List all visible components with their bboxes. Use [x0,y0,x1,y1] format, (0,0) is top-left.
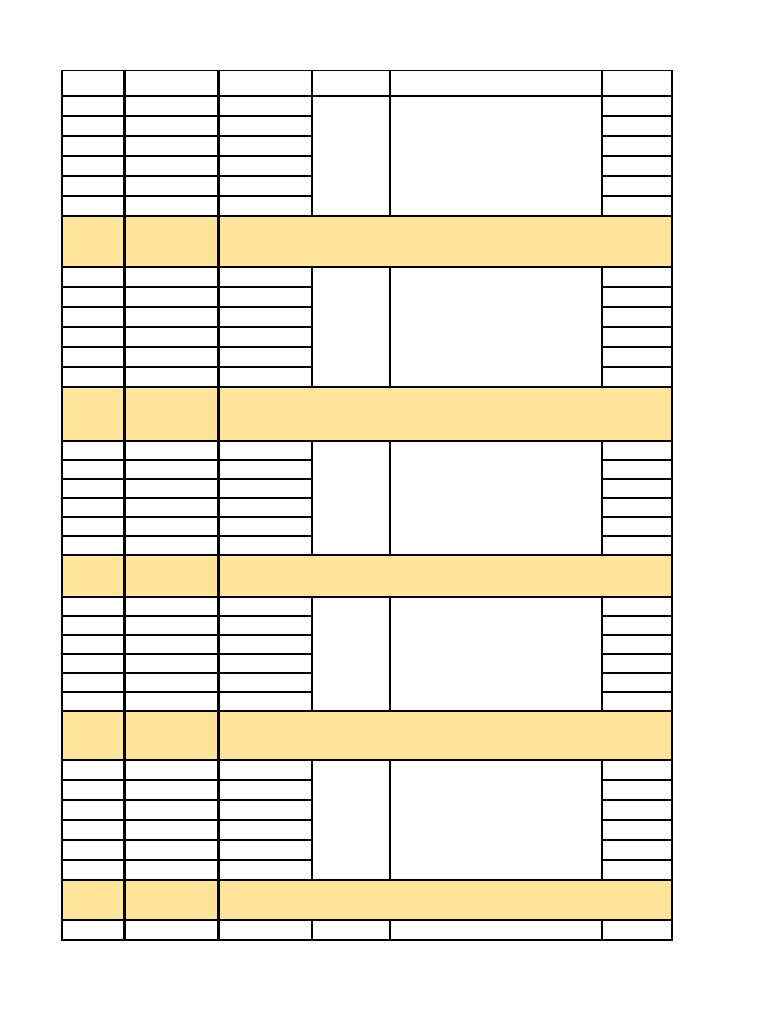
grid-line [602,759,672,761]
row-date [124,498,218,517]
mock-test-number [602,136,672,156]
grid-line [312,710,602,712]
row-day [218,460,312,479]
mock-test-number [602,800,672,820]
grid-line [602,691,672,693]
grid-line [62,306,312,308]
row-day [218,880,312,920]
grid-line [389,70,391,216]
grid-line [389,760,391,880]
grid-line [312,266,602,268]
mock-test-number [602,441,672,460]
grid-line [602,497,672,499]
webinar-note [312,880,672,920]
mock-test-number [602,307,672,327]
grid-line [602,779,672,781]
row-date [124,136,218,156]
grid-line [602,215,672,217]
row-date [124,96,218,116]
row-day [218,920,312,940]
row-number [62,635,124,654]
row-number [62,307,124,327]
row-date [124,536,218,555]
mock-test-number [602,517,672,536]
grid-line [62,535,312,537]
row-date [124,760,218,780]
grid-line [312,939,602,941]
row-number [62,216,124,267]
grid-line [602,919,672,921]
grid-line [62,759,312,761]
row-date [124,860,218,880]
row-day [218,692,312,711]
mock-test-number [602,196,672,216]
row-day [218,327,312,347]
row-number [62,136,124,156]
mock-test-number [602,820,672,840]
row-number [62,760,124,780]
row-date [124,616,218,635]
mock-test-number [602,760,672,780]
grid-line [62,634,312,636]
row-day [218,498,312,517]
row-day [218,176,312,196]
mock-test-number [602,780,672,800]
mock-test-number [602,156,672,176]
grid-line [62,879,312,881]
row-date [124,555,218,597]
grid-line [602,115,672,117]
grid-line [389,920,391,941]
week-topics [390,96,602,216]
row-date [124,692,218,711]
grid-line [389,441,391,555]
header-nos [62,70,124,96]
row-number [62,880,124,920]
grid-line [602,195,672,197]
grid-line [62,195,312,197]
grid-line [62,839,312,841]
row-number [62,711,124,760]
grid-line [671,70,673,941]
row-number [62,800,124,820]
row-number [62,327,124,347]
grid-line [62,859,312,861]
grid-line [312,554,602,556]
grid-line [62,672,312,674]
row-number [62,692,124,711]
grid-line [62,386,312,388]
grid-line [62,478,312,480]
week-topics [390,597,602,711]
row-number [62,536,124,555]
row-date [124,711,218,760]
grid-line [62,615,312,617]
grid-line [312,215,602,217]
row-date [124,597,218,616]
mock-test-number [602,367,672,387]
grid-line [602,710,672,712]
grid-line [602,459,672,461]
grid-line [311,441,313,555]
grid-line [312,919,602,921]
row-date [124,635,218,654]
row-date [124,116,218,136]
row-number [62,673,124,692]
grid-line [62,440,312,442]
week-number [312,597,390,711]
mock-test-number [602,498,672,517]
grid-line [62,135,312,137]
row-number [62,498,124,517]
mock-test-number [602,616,672,635]
week-topics [390,760,602,880]
row-number [62,860,124,880]
row-number [62,616,124,635]
row-number [62,920,124,940]
row-day [218,136,312,156]
grid-line [602,839,672,841]
grid-line [61,70,63,941]
grid-line [311,760,313,880]
row-date [124,387,218,441]
grid-line [601,760,603,880]
header-date [124,70,218,96]
row-day [218,711,312,760]
grid-line [602,135,672,137]
grid-line [62,939,312,941]
row-day [218,307,312,327]
mock-test-number [602,692,672,711]
grid-line [602,859,672,861]
grid-line [601,70,603,216]
grid-line [62,286,312,288]
grid-line [602,653,672,655]
grid-line [602,939,672,941]
grid-line [62,710,312,712]
grid-line [602,155,672,157]
grid-line [62,70,672,71]
row-day [218,800,312,820]
grid-line [312,596,602,598]
grid-line [312,879,602,881]
row-number [62,347,124,367]
row-number [62,517,124,536]
mock-test-number [602,536,672,555]
row-day [218,860,312,880]
row-date [124,327,218,347]
webinar-note [312,711,672,760]
row-day [218,196,312,216]
grid-line [602,326,672,328]
row-day [218,367,312,387]
row-date [124,156,218,176]
mock-test-number [602,267,672,287]
grid-line [62,554,312,556]
row-date [124,673,218,692]
row-number [62,597,124,616]
grid-line [62,799,312,801]
row-day [218,597,312,616]
row-date [124,654,218,673]
row-date [124,479,218,498]
grid-line [62,653,312,655]
row-day [218,840,312,860]
row-number [62,780,124,800]
webinar-note [312,555,672,597]
grid-line [62,596,312,598]
grid-line [62,516,312,518]
row-number [62,116,124,136]
row-number [62,820,124,840]
grid-line [123,70,126,941]
grid-line [62,346,312,348]
row-day [218,517,312,536]
week-number [312,267,390,387]
week-topics [390,441,602,555]
row-date [124,441,218,460]
grid-line [62,497,312,499]
row-date [124,840,218,860]
row-number [62,654,124,673]
grid-line [62,215,312,217]
mock-test-number [602,920,672,940]
mock-test-number [602,287,672,307]
row-date [124,920,218,940]
mock-test-number [602,635,672,654]
row-number [62,840,124,860]
grid-line [602,386,672,388]
mock-test-number [602,479,672,498]
week-number [312,920,390,940]
row-day [218,156,312,176]
row-date [124,267,218,287]
grid-line [62,779,312,781]
row-day [218,441,312,460]
grid-line [602,596,672,598]
grid-line [311,70,313,216]
row-date [124,216,218,267]
header-week [312,70,390,96]
grid-line [602,672,672,674]
row-date [124,287,218,307]
grid-line [601,597,603,711]
grid-line [62,366,312,368]
row-date [124,307,218,327]
week-number [312,760,390,880]
grid-line [312,759,602,761]
mock-test-number [602,673,672,692]
row-date [124,880,218,920]
row-day [218,635,312,654]
grid-line [602,516,672,518]
row-date [124,820,218,840]
row-number [62,156,124,176]
grid-line [602,306,672,308]
row-day [218,616,312,635]
grid-line [62,115,312,117]
grid-line [311,920,313,941]
row-day [218,780,312,800]
mock-test-number [602,96,672,116]
mock-test-number [602,460,672,479]
row-date [124,367,218,387]
grid-line [602,554,672,556]
week-number [312,96,390,216]
week-number [312,441,390,555]
header-topic [390,70,602,96]
row-number [62,441,124,460]
grid-line [62,266,312,268]
row-number [62,460,124,479]
row-date [124,460,218,479]
row-day [218,536,312,555]
grid-line [602,615,672,617]
grid-line [602,879,672,881]
grid-line [311,267,313,387]
row-number [62,555,124,597]
grid-line [62,919,312,921]
row-date [124,517,218,536]
row-date [124,800,218,820]
row-day [218,760,312,780]
grid-line [602,175,672,177]
grid-line [601,920,603,941]
grid-line [62,459,312,461]
row-date [124,176,218,196]
webinar-note [312,216,672,267]
week-topics [390,267,602,387]
mock-test-number [602,860,672,880]
row-number [62,387,124,441]
row-day [218,479,312,498]
row-day [218,347,312,367]
row-day [218,96,312,116]
grid-line [312,440,602,442]
grid-line [602,366,672,368]
row-day [218,555,312,597]
row-day [218,116,312,136]
grid-line [62,175,312,177]
grid-line [62,155,312,157]
grid-line [602,286,672,288]
mock-test-number [602,654,672,673]
row-day [218,654,312,673]
row-day [218,267,312,287]
row-day [218,673,312,692]
grid-line [602,440,672,442]
grid-line [311,597,313,711]
row-number [62,176,124,196]
mock-test-number [602,347,672,367]
grid-line [602,819,672,821]
row-date [124,347,218,367]
grid-line [602,535,672,537]
grid-line [602,799,672,801]
week-topics [390,920,602,940]
grid-line [62,819,312,821]
row-date [124,780,218,800]
header-mock [602,70,672,96]
grid-line [601,441,603,555]
row-day [218,820,312,840]
grid-line [602,478,672,480]
row-number [62,287,124,307]
row-day [218,387,312,441]
row-number [62,479,124,498]
mock-test-number [602,116,672,136]
grid-line [62,326,312,328]
mock-test-number [602,840,672,860]
mock-test-number [602,176,672,196]
row-day [218,287,312,307]
grid-line [602,634,672,636]
grid-line [389,597,391,711]
row-number [62,267,124,287]
header-day [218,70,312,96]
grid-line [62,95,672,97]
mock-test-number [602,597,672,616]
row-number [62,96,124,116]
grid-line [601,267,603,387]
mock-test-number [602,327,672,347]
webinar-note [312,387,672,441]
row-number [62,367,124,387]
grid-line [602,266,672,268]
row-date [124,196,218,216]
row-number [62,196,124,216]
grid-line [389,267,391,387]
grid-line [312,386,602,388]
grid-line [602,346,672,348]
grid-line [217,70,220,941]
grid-line [62,691,312,693]
row-day [218,216,312,267]
